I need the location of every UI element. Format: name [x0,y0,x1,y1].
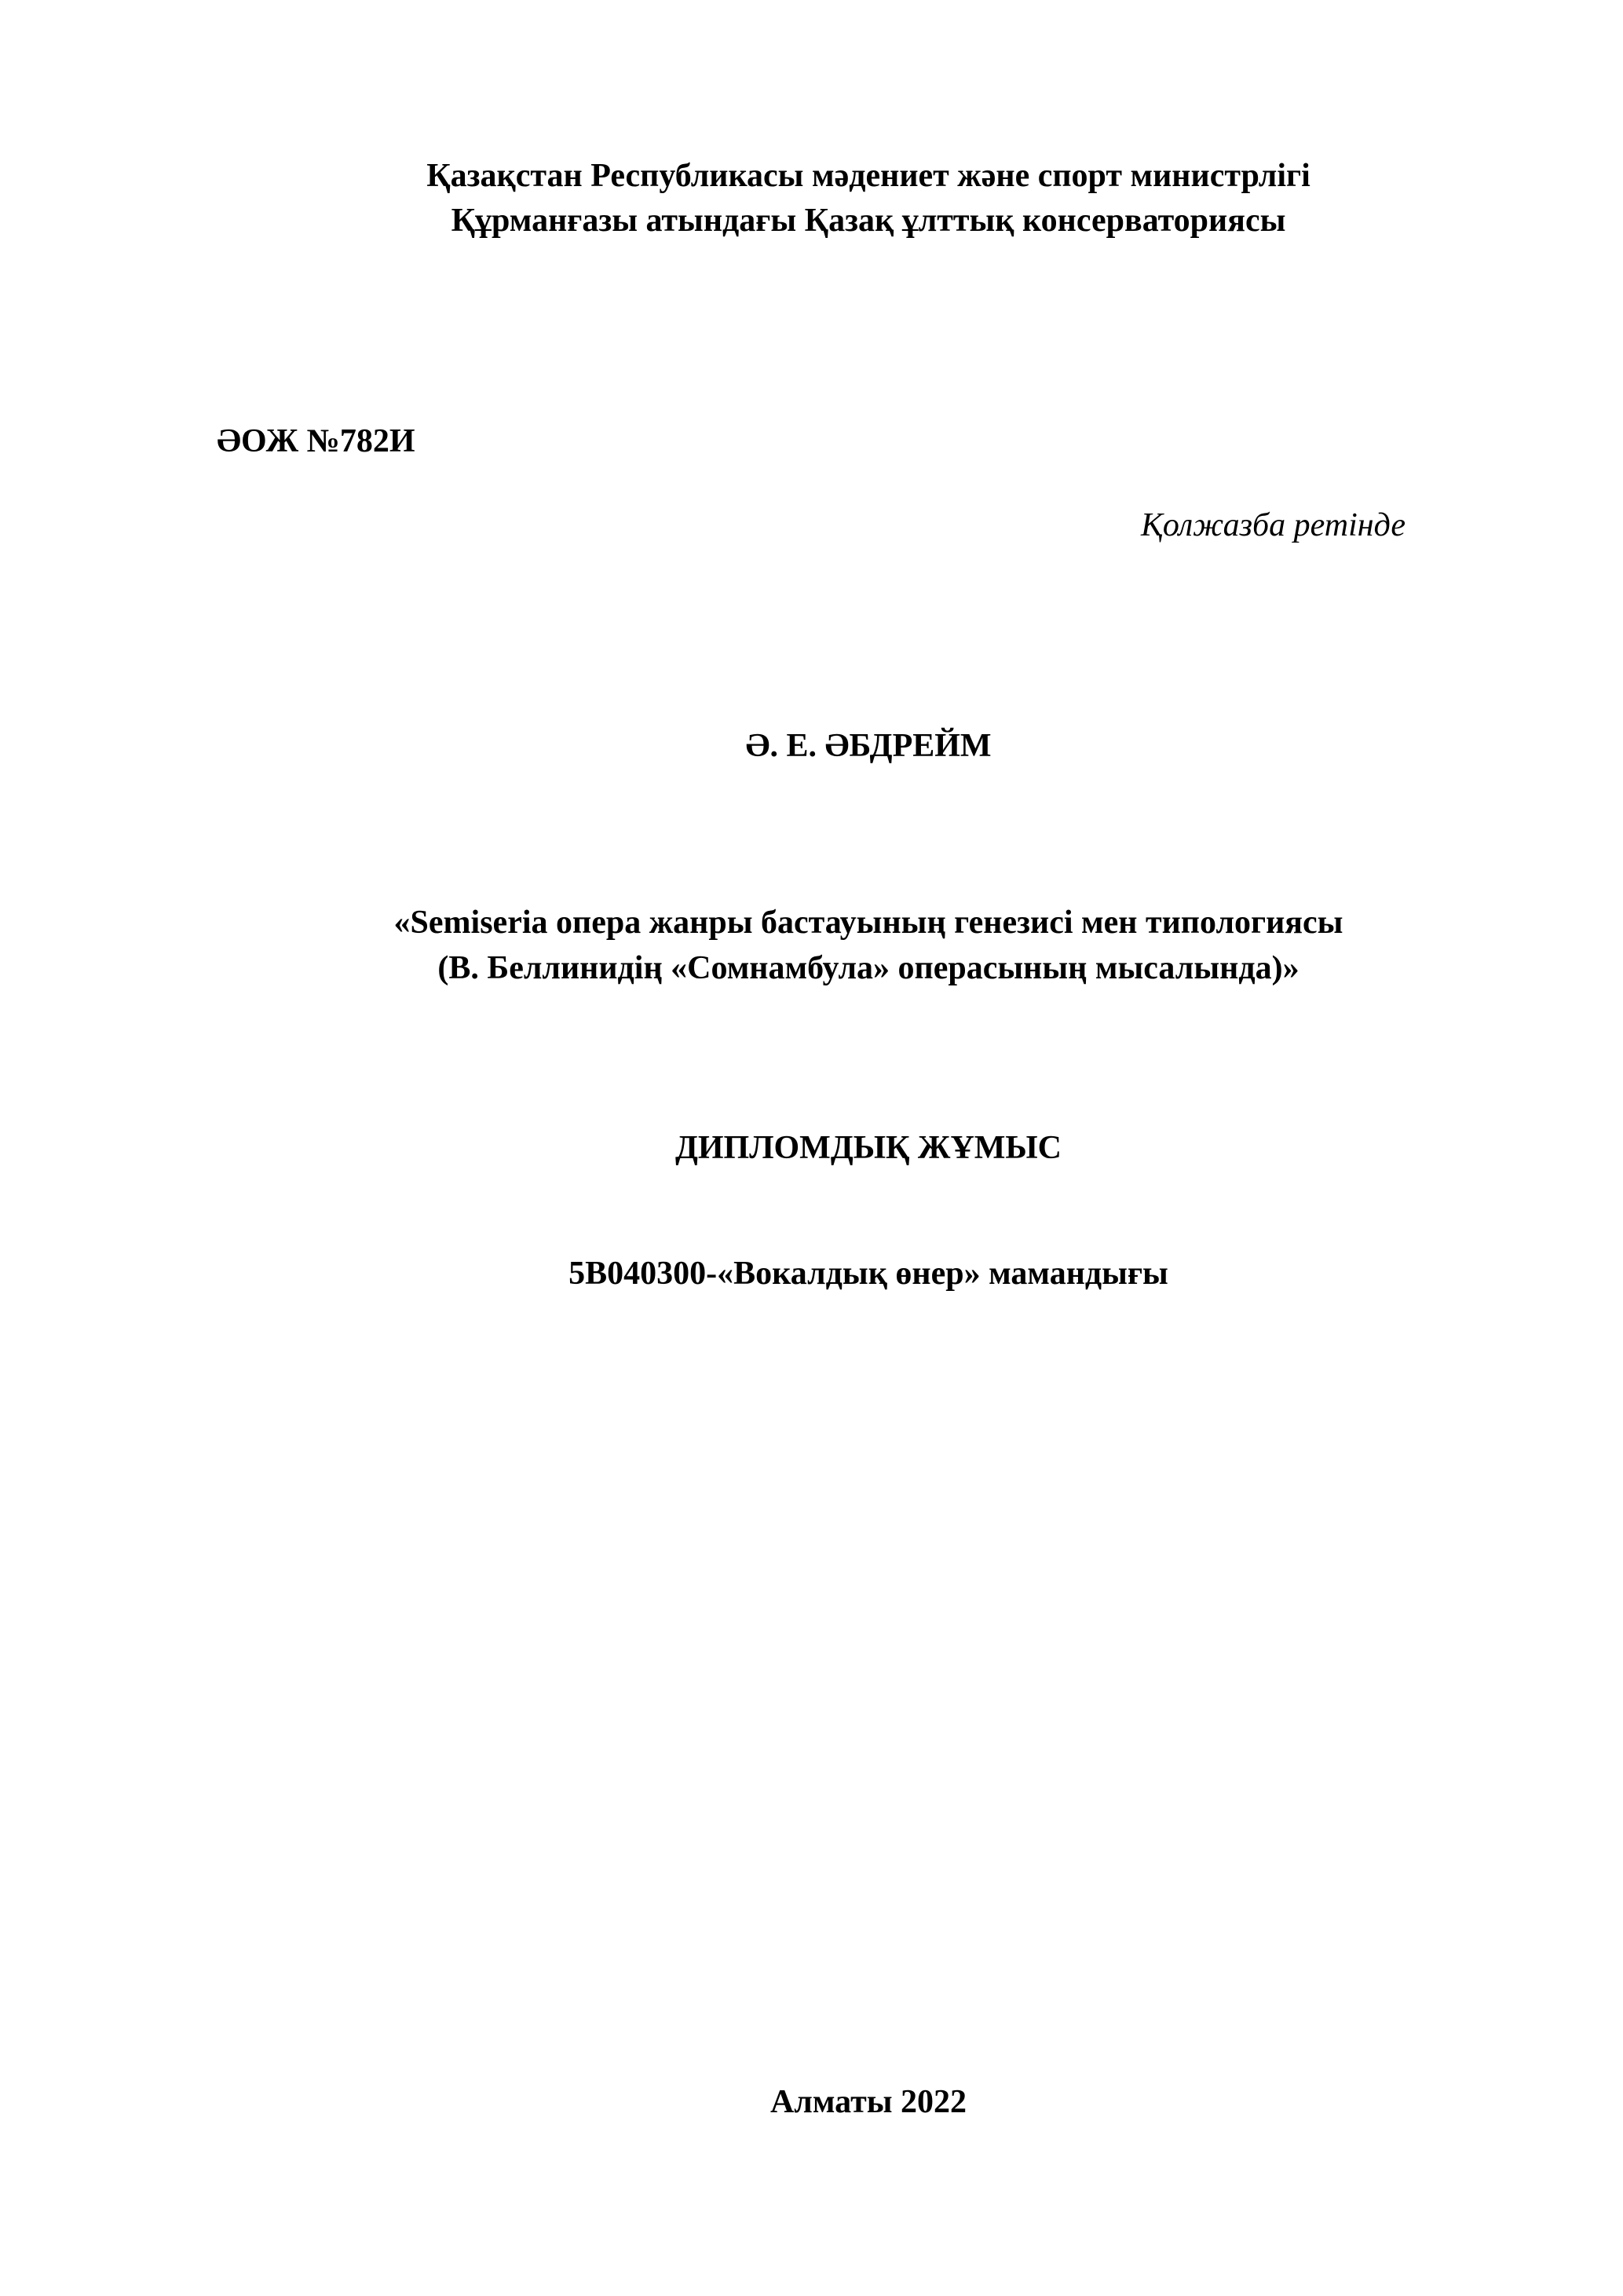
work-type: ДИПЛОМДЫҚ ЖҰМЫС [674,1130,1062,1166]
manuscript-note: Қолжазба ретінде [1140,507,1406,543]
specialty: 5В040300-«Вокалдық өнер» мамандығы [568,1256,1168,1292]
city-year: Алматы 2022 [769,2084,967,2120]
thesis-title-line-2: (В. Беллинидің «Сомнамбула» операсының мысалында)» [437,950,1299,986]
ministry-heading: Қазақстан Республикасы мәдениет және спорт министрлігі [426,158,1310,194]
udc-code: ӘОЖ №782И [217,423,415,459]
conservatory-heading: Құрманғазы атындағы Қазақ ұлттық консерваториясы [451,203,1286,239]
thesis-title-line-1: «Semiseria опера жанры бастауының генезисі мен типологиясы [393,905,1343,941]
author-name: Ә. Е. ӘБДРЕЙМ [745,728,992,764]
